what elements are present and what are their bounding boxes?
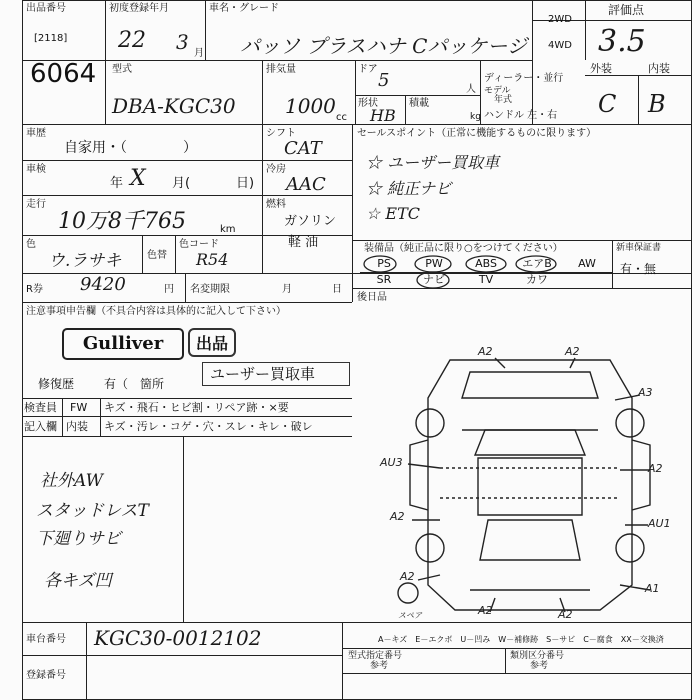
ext-label: 外装 <box>590 62 612 75</box>
mark-a3: A3 <box>638 386 653 399</box>
color-label: 色 <box>26 239 36 250</box>
score-label: 評価点 <box>608 3 645 17</box>
displacement-unit: cc <box>336 112 347 123</box>
ext-grade: C <box>598 90 617 118</box>
int-label: 内装 <box>648 62 670 75</box>
seats-unit: 人 <box>466 84 476 95</box>
interior-label: 内装 <box>66 420 88 433</box>
sales-label: セールスポイント（正常に機能するものに限ります） <box>357 128 597 139</box>
equip-airbag: エアB <box>522 257 552 270</box>
color-change-label: 色替 <box>147 250 167 261</box>
equip-sr: SR <box>376 273 392 286</box>
shift-value: CAT <box>284 138 322 159</box>
shape-value: HB <box>370 106 396 125</box>
dealer-handle: ハンドル 左・右 <box>484 110 558 121</box>
mileage-value: 10万8千765 <box>58 209 186 234</box>
damage-legend: A－キズ E－エクボ U－凹み W－補修跡 S－サビ C－腐食 XX－交換済 <box>378 635 664 644</box>
first-reg-label: 初度登録年月 <box>109 3 169 14</box>
drive-4wd: 4WD <box>548 40 572 51</box>
remark-4: 各キズ凹 <box>44 571 112 591</box>
car-label: 車名・グレード <box>209 3 279 14</box>
entry-label: 記入欄 <box>24 420 57 433</box>
int-grade: B <box>648 90 666 118</box>
equip-pw: PW <box>425 257 443 270</box>
first-reg-month-unit: 月 <box>194 48 204 59</box>
inspector-label: 検査員 <box>24 401 57 414</box>
first-reg-year: 22 <box>118 28 146 53</box>
usage-value: 自家用・（ ） <box>64 140 197 156</box>
model-value: DBA-KGC30 <box>112 94 236 118</box>
equip-tv: TV <box>478 273 494 286</box>
category-ref: 参考 <box>530 661 549 671</box>
equip-abs: ABS <box>475 257 497 270</box>
sales-item-1: ☆ ユーザー買取車 <box>366 153 500 172</box>
color-code: R54 <box>196 250 229 269</box>
remark-1: 社外AW <box>40 471 104 491</box>
name-change-day: 日 <box>332 284 342 295</box>
type-spec-ref: 参考 <box>370 661 389 671</box>
mileage-label: 走行 <box>26 199 46 210</box>
type-spec-label: 型式指定番号 <box>348 651 403 661</box>
ac-value: AAC <box>286 174 326 195</box>
mark-a2-top-right: A2 <box>565 345 580 358</box>
equip-aw: AW <box>578 257 596 270</box>
dealer-year-label: 年式 <box>494 95 513 105</box>
doors-label: ドア <box>358 64 378 75</box>
recycle-value: 9420 <box>80 274 126 295</box>
ac-label: 冷房 <box>266 164 286 175</box>
repair-value: 有（ 箇所 <box>104 377 165 391</box>
shape-label: 形状 <box>358 98 378 109</box>
equip-navi: ナビ <box>423 273 445 286</box>
later-label: 後日品 <box>357 292 387 303</box>
mark-a2-bottom-left: A2 <box>400 570 415 583</box>
mark-a2-bottom-2: A2 <box>558 608 573 621</box>
warranty-value: 有・無 <box>620 262 657 276</box>
fuel-diesel: 軽 油 <box>288 235 319 250</box>
lot-sub: [2118] <box>34 33 68 44</box>
score-value: 3.5 <box>598 24 646 59</box>
first-reg-month: 3 <box>176 30 189 54</box>
mileage-unit: km <box>220 224 236 235</box>
warranty-label: 新車保証書 <box>616 243 662 253</box>
sales-item-2: ☆ 純正ナビ <box>366 179 452 198</box>
inspection-day: 日) <box>236 176 255 191</box>
name-change-label: 名変期限 <box>190 284 230 295</box>
recycle-unit: 円 <box>164 284 174 295</box>
displacement-label: 排気量 <box>266 64 296 75</box>
buy-stamp: ユーザー買取車 <box>210 365 316 383</box>
listing-stamp: 出品 <box>188 328 236 357</box>
dealer-model-label: モデル <box>484 86 511 96</box>
fuel-gas: ガソリン <box>284 214 337 229</box>
chassis-label: 車台番号 <box>26 634 66 645</box>
fuel-label: 燃料 <box>266 199 286 210</box>
remark-3: 下廻りサビ <box>36 529 121 549</box>
mark-a2-top-left: A2 <box>478 345 493 358</box>
mark-a2-right: A2 <box>648 462 663 475</box>
gulliver-logo: Gulliver <box>62 328 184 360</box>
mark-a2-left: A2 <box>390 510 405 523</box>
inspection-year: 年 <box>110 176 124 191</box>
color-code-label: 色コード <box>179 239 219 250</box>
displacement-value: 1000 <box>285 94 336 118</box>
sales-item-3: ☆ ETC <box>366 204 421 223</box>
drive-2wd: 2WD <box>548 14 572 25</box>
chassis-value: KGC30-0012102 <box>94 626 262 650</box>
mark-a2-bottom-1: A2 <box>478 604 493 617</box>
doors-value: 5 <box>378 70 390 91</box>
reg-label: 登録番号 <box>26 670 66 681</box>
mark-au3: AU3 <box>380 456 403 469</box>
shift-label: シフト <box>266 128 296 139</box>
inspection-label: 車検 <box>26 164 46 175</box>
equipment-label: 装備品（純正品に限り○をつけてください） <box>364 243 563 254</box>
inspection-month: 月( <box>172 176 191 191</box>
fw-row: キズ・飛石・ヒビ割・リペア跡・×要 <box>104 401 289 414</box>
repair-label: 修復歴 <box>38 377 75 391</box>
model-label: 型式 <box>112 64 132 75</box>
interior-row: キズ・汚レ・コゲ・穴・スレ・キレ・破レ <box>104 420 313 433</box>
category-label: 類別区分番号 <box>510 651 565 661</box>
load-label: 積載 <box>409 98 429 109</box>
mark-a1: A1 <box>645 582 660 595</box>
usage-label: 車歴 <box>26 128 46 139</box>
spare-label: スペア <box>398 611 422 620</box>
fw-label: FW <box>70 401 88 414</box>
load-unit: kg <box>470 112 481 122</box>
equip-leather: カワ <box>526 273 548 286</box>
lot-number: 6064 <box>30 59 97 89</box>
color-value: ウ.ラサキ <box>48 251 122 271</box>
recycle-label: R券 <box>26 284 43 295</box>
remark-2: スタッドレスT <box>36 501 149 521</box>
inspection-mark: X <box>130 166 146 191</box>
name-change-month: 月 <box>282 284 292 295</box>
equip-ps: PS <box>377 257 391 270</box>
car-name: パッソ プラスハナ Cパッケージ <box>240 34 528 58</box>
lot-label: 出品番号 <box>26 3 66 14</box>
dealer-label: ディーラー・並行 <box>484 73 564 84</box>
notes-label: 注意事項申告欄（不具合内容は具体的に記入して下さい） <box>26 306 286 317</box>
mark-au1: AU1 <box>648 517 671 530</box>
